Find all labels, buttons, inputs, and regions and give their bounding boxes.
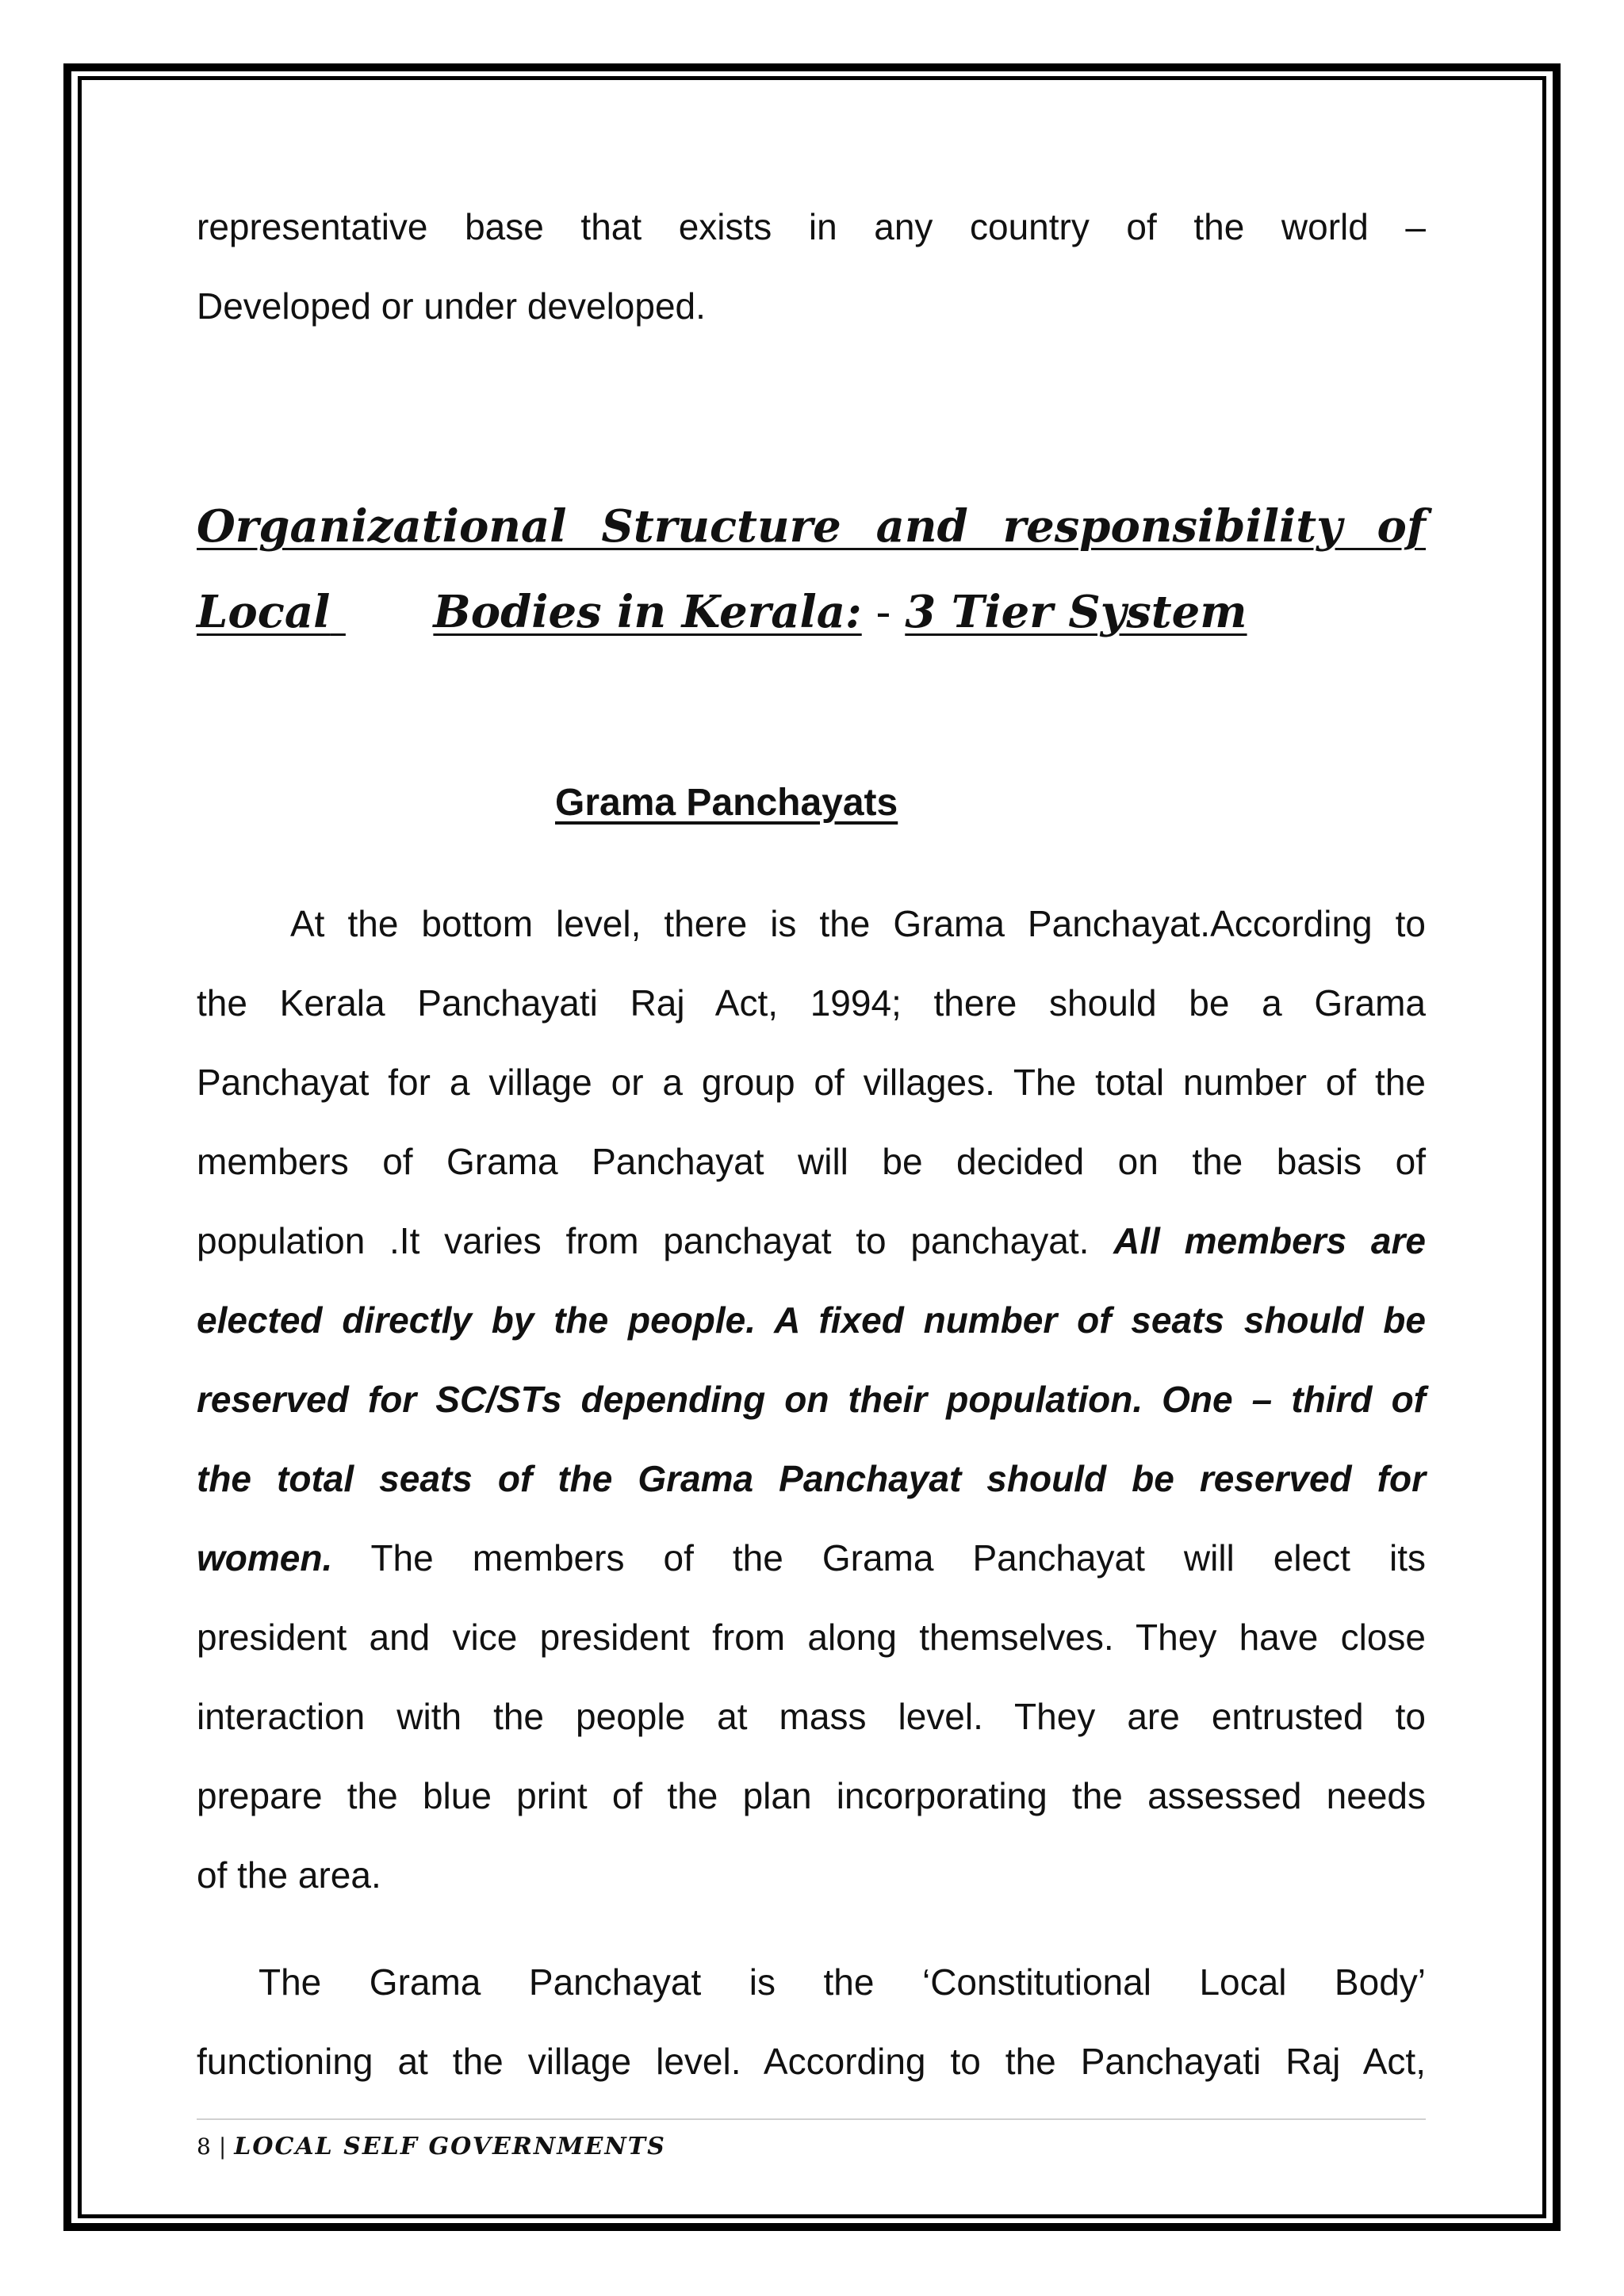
footer-divider xyxy=(197,2118,1426,2120)
footer-title: LOCAL SELF GOVERNMENTS xyxy=(234,2133,666,2160)
paragraph-1 xyxy=(197,884,1426,1915)
p1-line-11: interaction with the people at mass level. They are entrusted to xyxy=(197,1696,1426,1737)
footer-separator: | xyxy=(218,2133,227,2160)
p1-line-7: reserved for SC/STs depending on their population. One – third of xyxy=(197,1379,1426,1420)
intro-line-2: Developed or under developed. xyxy=(197,285,706,327)
heading-line-2 xyxy=(197,569,1426,655)
p1-line-5-plain: population .It varies from panchayat to panchayat. xyxy=(197,1220,1114,1261)
paragraph-2 xyxy=(197,1942,1426,2101)
p1-line-9 xyxy=(197,1518,1426,1598)
section-heading xyxy=(197,484,1426,655)
p1-line-9-bold: women. xyxy=(197,1537,333,1578)
intro-line-1: representative base that exists in any country of the world – xyxy=(197,206,1426,247)
heading-gap xyxy=(330,569,433,655)
p1-line-2: the Kerala Panchayati Raj Act, 1994; there should be a Grama xyxy=(197,982,1426,1024)
p1-line-1: At the bottom level, there is the Grama Panchayat.According to xyxy=(290,903,1426,944)
p1-line-13: of the area. xyxy=(197,1854,381,1896)
p1-line-5-bold: All members are xyxy=(1113,1220,1426,1261)
p1-line-9-plain: The members of the Grama Panchayat will elect its xyxy=(332,1537,1426,1578)
p2-line-2: functioning at the village level. According to the Panchayati Raj Act, xyxy=(197,2041,1426,2082)
p1-line-12: prepare the blue print of the plan incorporating the assessed needs xyxy=(197,1775,1426,1816)
page-number: 8 xyxy=(197,2133,211,2160)
p1-line-6: elected directly by the people. A fixed number of seats should be xyxy=(197,1299,1426,1341)
p1-line-3: Panchayat for a village or a group of villages. The total number of the xyxy=(197,1062,1426,1103)
heading-line-1 xyxy=(197,484,1426,569)
heading-tier: 3 Tier System xyxy=(905,586,1247,638)
p1-line-4: members of Grama Panchayat will be decided on the basis of xyxy=(197,1141,1426,1182)
p1-line-5 xyxy=(197,1201,1426,1280)
subheading-grama-panchayats: Grama Panchayats xyxy=(555,782,898,824)
heading-dash: - xyxy=(861,587,906,638)
page-footer xyxy=(197,2133,666,2160)
heading-local: Local xyxy=(197,586,331,638)
p1-line-8: the total seats of the Grama Panchayat should be reserved for xyxy=(197,1458,1426,1499)
heading-bodies: Bodies in Kerala: xyxy=(433,586,862,638)
p2-line-1: The Grama Panchayat is the ‘Constitutional Local Body’ xyxy=(259,1961,1426,2003)
heading-line-1-text: Organizational Structure and responsibility of xyxy=(197,500,1426,553)
p1-line-10: president and vice president from along themselves. They have close xyxy=(197,1617,1426,1658)
intro-paragraph xyxy=(197,187,1426,346)
